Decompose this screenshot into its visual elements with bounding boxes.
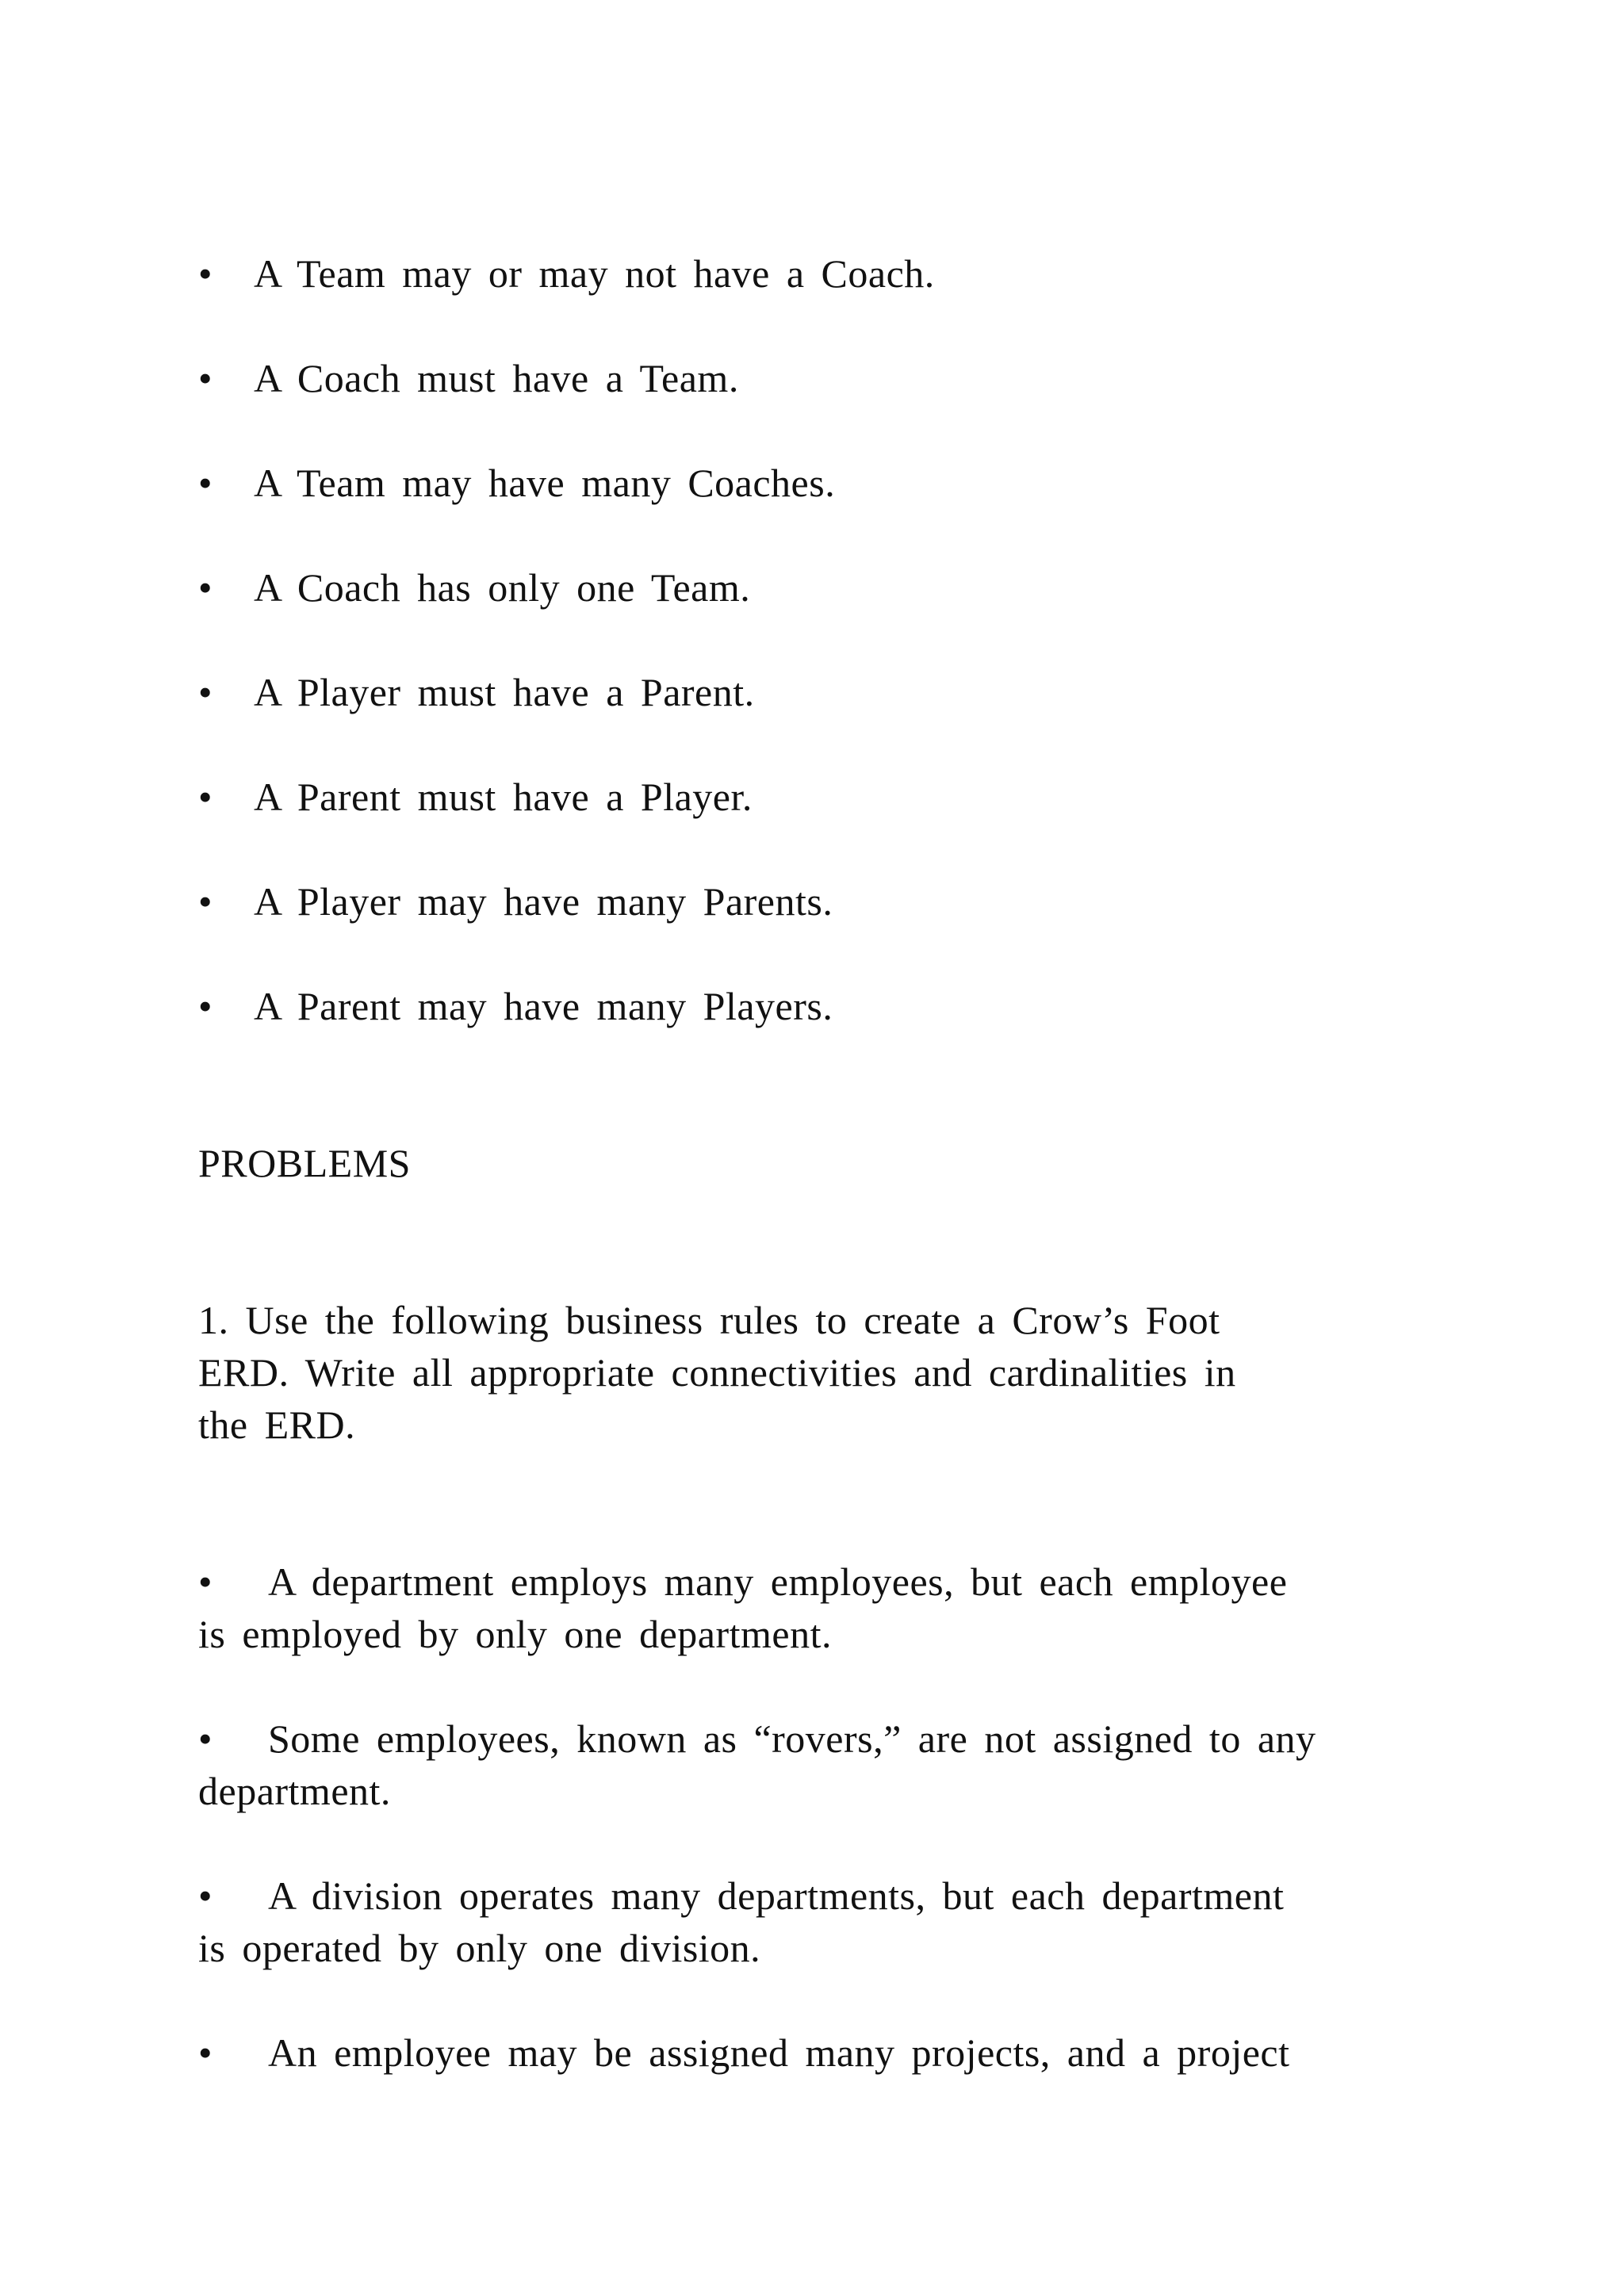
business-rule-line: [198, 1712, 1316, 1765]
business-rule-line: is employed by only one department.: [198, 1612, 833, 1656]
bullet: •: [198, 251, 213, 296]
business-rule-line: [198, 1869, 1284, 1922]
problem-text-line: ERD. Write all appropriate connectivities and cardinalities in: [198, 1350, 1236, 1395]
rule-text: A Player must have a Parent.: [254, 670, 755, 714]
business-rule-line: is operated by only one division.: [198, 1926, 761, 1970]
business-rule-text: A division operates many departments, but each department: [268, 1873, 1285, 1918]
section-heading: PROBLEMS: [198, 1141, 411, 1185]
business-rule-text: Some employees, known as “rovers,” are not assigned to any: [268, 1716, 1316, 1761]
bullet: •: [198, 879, 213, 924]
bullet: •: [198, 1716, 213, 1761]
rule-item: [198, 561, 750, 614]
rule-text: A Parent must have a Player.: [254, 775, 753, 819]
business-rule-text: A department employs many employees, but each employee: [268, 1559, 1288, 1604]
rule-item: [198, 875, 833, 928]
business-rule-line: department.: [198, 1769, 391, 1813]
rule-text: A Coach has only one Team.: [254, 565, 751, 610]
bullet: •: [198, 461, 213, 505]
bullet: •: [198, 565, 213, 610]
rule-text: A Coach must have a Team.: [254, 356, 739, 400]
bullet: •: [198, 2030, 213, 2075]
rule-item: [198, 771, 753, 823]
bullet: •: [198, 775, 213, 819]
rule-text: A Player may have many Parents.: [254, 879, 833, 924]
bullet: •: [198, 984, 213, 1028]
bullet: •: [198, 1873, 213, 1918]
bullet: •: [198, 356, 213, 400]
rule-item: [198, 352, 739, 404]
problem-text-line: 1. Use the following business rules to create a Crow’s Foot: [198, 1298, 1220, 1342]
problem-text-line: the ERD.: [198, 1402, 356, 1447]
business-rule-line: [198, 2026, 1290, 2079]
rule-text: A Team may or may not have a Coach.: [254, 251, 935, 296]
rule-item: [198, 666, 755, 718]
rule-item: [198, 457, 835, 509]
business-rule-text: An employee may be assigned many projects, and a project: [268, 2030, 1290, 2075]
rule-text: A Team may have many Coaches.: [254, 461, 836, 505]
bullet: •: [198, 670, 213, 714]
business-rule-line: [198, 1556, 1287, 1608]
rule-item: [198, 980, 833, 1032]
rule-item: [198, 247, 935, 300]
rule-text: A Parent may have many Players.: [254, 984, 833, 1028]
bullet: •: [198, 1559, 213, 1604]
